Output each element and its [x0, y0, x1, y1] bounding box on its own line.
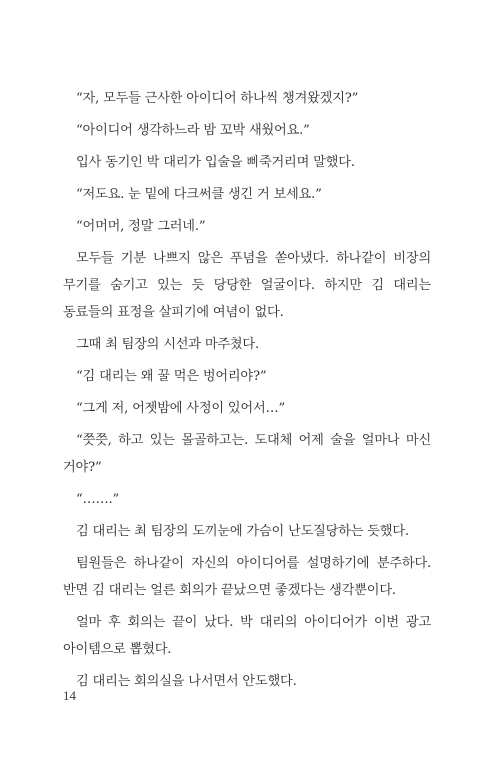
page-number: 14	[63, 688, 76, 703]
paragraph: “쯧쯧, 하고 있는 몰골하고는. 도대체 어제 술을 얼마나 마신 거야?”	[63, 433, 431, 475]
paragraph: 김 대리는 회의실을 나서면서 안도했다.	[76, 674, 297, 689]
paragraph: 팀원들은 하나같이 자신의 아이디어를 설명하기에 분주하다. 반면 김 대리는 얼른 회의가 끝났으면 좋겠다는 생각뿐이다.	[63, 556, 431, 598]
paragraph: “아이디어 생각하느라 밤 꼬박 새웠어요.”	[76, 123, 310, 138]
paragraph: 입사 동기인 박 대리가 입술을 삐죽거리며 말했다.	[76, 155, 355, 170]
body-text	[63, 85, 431, 700]
paragraph: “그게 저, 어젯밤에 사정이 있어서…”	[76, 401, 286, 416]
paragraph: 그때 최 팀장의 시선과 마주쳤다.	[76, 337, 259, 352]
paragraph: 김 대리는 최 팀장의 도끼눈에 가슴이 난도질당하는 듯했다.	[76, 524, 409, 539]
paragraph: 모두들 기분 나쁘지 않은 푸념을 쏟아냈다. 하나같이 비장의 무기를 숨기고 있는 듯 당당한 얼굴이다. 하지만 김 대리는 동료들의 표정을 살피기에 여념이 없다.	[63, 251, 431, 320]
paragraph: 얼마 후 회의는 끝이 났다. 박 대리의 아이디어가 이번 광고 아이템으로 뽑혔다.	[63, 615, 431, 657]
paragraph: “김 대리는 왜 꿀 먹은 벙어리야?”	[76, 369, 267, 384]
paragraph: “자, 모두들 근사한 아이디어 하나씩 챙겨왔겠지?”	[76, 91, 359, 106]
paragraph: “어머머, 정말 그러네.”	[76, 219, 206, 234]
paragraph: “저도요. 눈 밑에 다크써클 생긴 거 보세요.”	[76, 187, 322, 202]
paragraph: “…….”	[76, 492, 120, 507]
